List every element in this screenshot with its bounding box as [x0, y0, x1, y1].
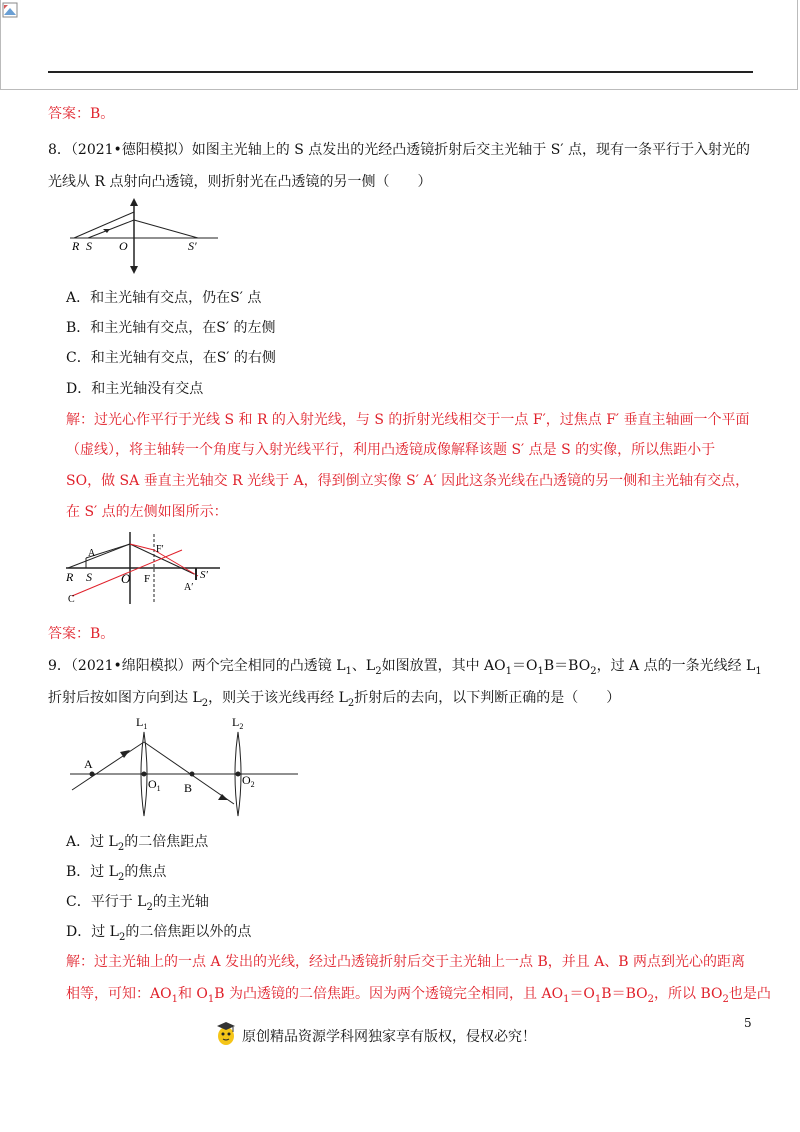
q8-option-d: D．和主光轴没有交点: [66, 381, 204, 397]
q8-solution-line1: 解：过光心作平行于光线 S 和 R 的入射光线，与 S 的折射光线相交于一点 F′，过焦点 F′ 垂直主轴画一个平面: [66, 412, 750, 428]
refracted-ray: [134, 220, 198, 238]
q8-option-c: C．和主光轴有交点，在S′ 的右侧: [66, 350, 276, 366]
q9-option-b: [66, 862, 166, 888]
solution-text: ＝O: [569, 986, 595, 1002]
subscript: 2: [347, 697, 355, 709]
q8-solution-figure: [64, 528, 224, 606]
q9-option-c: [66, 892, 209, 918]
q9-stem-line1: [48, 656, 762, 682]
q9-figure: [68, 712, 300, 822]
q9-stem-line2: [48, 688, 620, 714]
option-text: 的焦点: [124, 864, 167, 880]
point-b: [190, 772, 195, 777]
previous-answer: 答案：B。: [48, 106, 115, 122]
q9-solution-line1: 解：过主光轴上的一点 A 发出的光线，经过凸透镜折射后交于主光轴上一点 B，并且 A、B 两点到光心的距离: [66, 954, 746, 970]
label-o: O: [119, 239, 128, 253]
lens-bottom-arrow: [130, 266, 138, 274]
option-text: B．过 L: [66, 864, 119, 880]
page-number: 5: [744, 1016, 752, 1030]
solution-text: 也是凸: [728, 986, 771, 1002]
subscript: 1: [755, 665, 762, 677]
subscript: 1: [563, 993, 570, 1005]
point-o2: [236, 772, 241, 777]
q8-stem-line1: 8．（2021•德阳模拟）如图主光轴上的 S 点发出的光经凸透镜折射后交主光轴于 S′ 点，现有一条平行于入射光的: [48, 142, 750, 158]
subscript: 1: [171, 993, 178, 1005]
q8-option-b: B．和主光轴有交点，在S′ 的左侧: [66, 320, 276, 336]
option-text: 的二倍焦距以外的点: [125, 924, 252, 940]
label-f-prime: F′: [156, 544, 164, 555]
q8-option-a: A．和主光轴有交点，仍在S′ 点: [66, 290, 262, 306]
q9-solution-line2: [66, 984, 771, 1010]
label-s-prime: S′: [200, 569, 208, 581]
q9-text: 折射后按如图方向到达 L: [48, 690, 202, 706]
subscript: 2: [118, 931, 126, 943]
subscript: 2: [117, 841, 125, 853]
subscript: 1: [207, 993, 215, 1005]
label-b: B: [184, 781, 193, 795]
subscript: 1: [345, 665, 352, 677]
subscript: 2: [201, 697, 209, 709]
label-r: R: [72, 239, 80, 253]
point-a: [90, 772, 95, 777]
subscript: 2: [590, 665, 597, 677]
label-o2: $O_2$: [242, 773, 255, 789]
option-text: 的二倍焦距点: [124, 834, 209, 850]
ray-r: [74, 212, 134, 238]
q9-text: ，则关于该光线再经 L: [208, 690, 348, 706]
solution-text: 相等，可知：AO: [66, 986, 172, 1002]
label-a: A: [84, 757, 93, 771]
q9-option-d: [66, 922, 251, 948]
subscript: 2: [722, 993, 729, 1005]
incident-ray: [72, 742, 144, 790]
point-o1: [142, 772, 147, 777]
subscript: 2: [118, 871, 125, 883]
q9-text: 如图放置，其中 AO: [381, 658, 506, 674]
ray-arrow: [103, 229, 110, 233]
q8-stem-line2: 光线从 R 点射向凸透镜，则折射光在凸透镜的另一侧（ ）: [48, 174, 432, 190]
option-text: A．过 L: [66, 834, 118, 850]
broken-image-icon: [2, 2, 18, 18]
header-rule: [48, 71, 753, 73]
label-a: A: [88, 548, 96, 559]
q9-text: B＝BO: [543, 658, 591, 674]
label-s: S: [86, 570, 92, 584]
refracted-arrow: [218, 794, 228, 800]
option-text: D．过 L: [66, 924, 119, 940]
mascot-icon: [214, 1018, 238, 1050]
q8-answer: 答案：B。: [48, 626, 115, 642]
lens-top-arrow: [130, 198, 138, 206]
q8-solution-line4: 在 S′ 点的左侧如图所示：: [66, 504, 228, 520]
subscript: 2: [146, 901, 153, 913]
q8-figure: [68, 198, 220, 276]
label-o: O: [121, 571, 131, 586]
solution-text: 和 O: [177, 986, 208, 1002]
label-l2: $L_2$: [232, 715, 244, 731]
label-l1: $L_1$: [136, 715, 148, 731]
q9-text: ＝O: [512, 658, 538, 674]
q8-solution-line2: （虚线），将主轴转一个角度与入射光线平行，利用凸透镜成像解释该题 S′ 点是 S 的实像，所以焦距小于: [66, 442, 716, 458]
label-c: C: [68, 594, 75, 605]
label-o1: $O_1$: [148, 777, 161, 793]
footer-copyright: 原创精品资源学科网独家享有版权，侵权必究！: [242, 1029, 536, 1045]
label-f: F: [144, 573, 151, 585]
label-s: S: [86, 239, 92, 253]
label-r: R: [66, 570, 74, 584]
solution-text: ，所以 BO: [654, 986, 723, 1002]
subscript: 2: [647, 993, 654, 1005]
q9-text: 9．（2021•绵阳模拟）两个完全相同的凸透镜 L: [48, 658, 346, 674]
label-s-prime: S′: [188, 239, 197, 253]
subscript: 1: [537, 665, 544, 677]
ray-r: [68, 544, 130, 568]
solution-text: B＝BO: [601, 986, 648, 1002]
subscript: 2: [375, 665, 382, 677]
option-text: C．平行于 L: [66, 894, 147, 910]
solution-text: B 为凸透镜的二倍焦距。因为两个透镜完全相同，且 AO: [214, 986, 564, 1002]
header-box: [0, 0, 798, 90]
q9-option-a: [66, 832, 208, 858]
label-a-prime: A′: [184, 582, 194, 593]
subscript: 1: [505, 665, 513, 677]
option-text: 的主光轴: [152, 894, 209, 910]
q9-text: ，过 A 点的一条光线经 L: [596, 658, 756, 674]
q9-text: 折射后的去向，以下判断正确的是（ ）: [354, 690, 621, 706]
subscript: 1: [594, 993, 602, 1005]
q8-solution-line3: SO，做 SA 垂直主光轴交 R 光线于 A，得到倒立实像 S′ A′ 因此这条光线在凸透镜的另一侧和主光轴有交点，: [66, 473, 750, 489]
q9-text: 、L: [351, 658, 376, 674]
